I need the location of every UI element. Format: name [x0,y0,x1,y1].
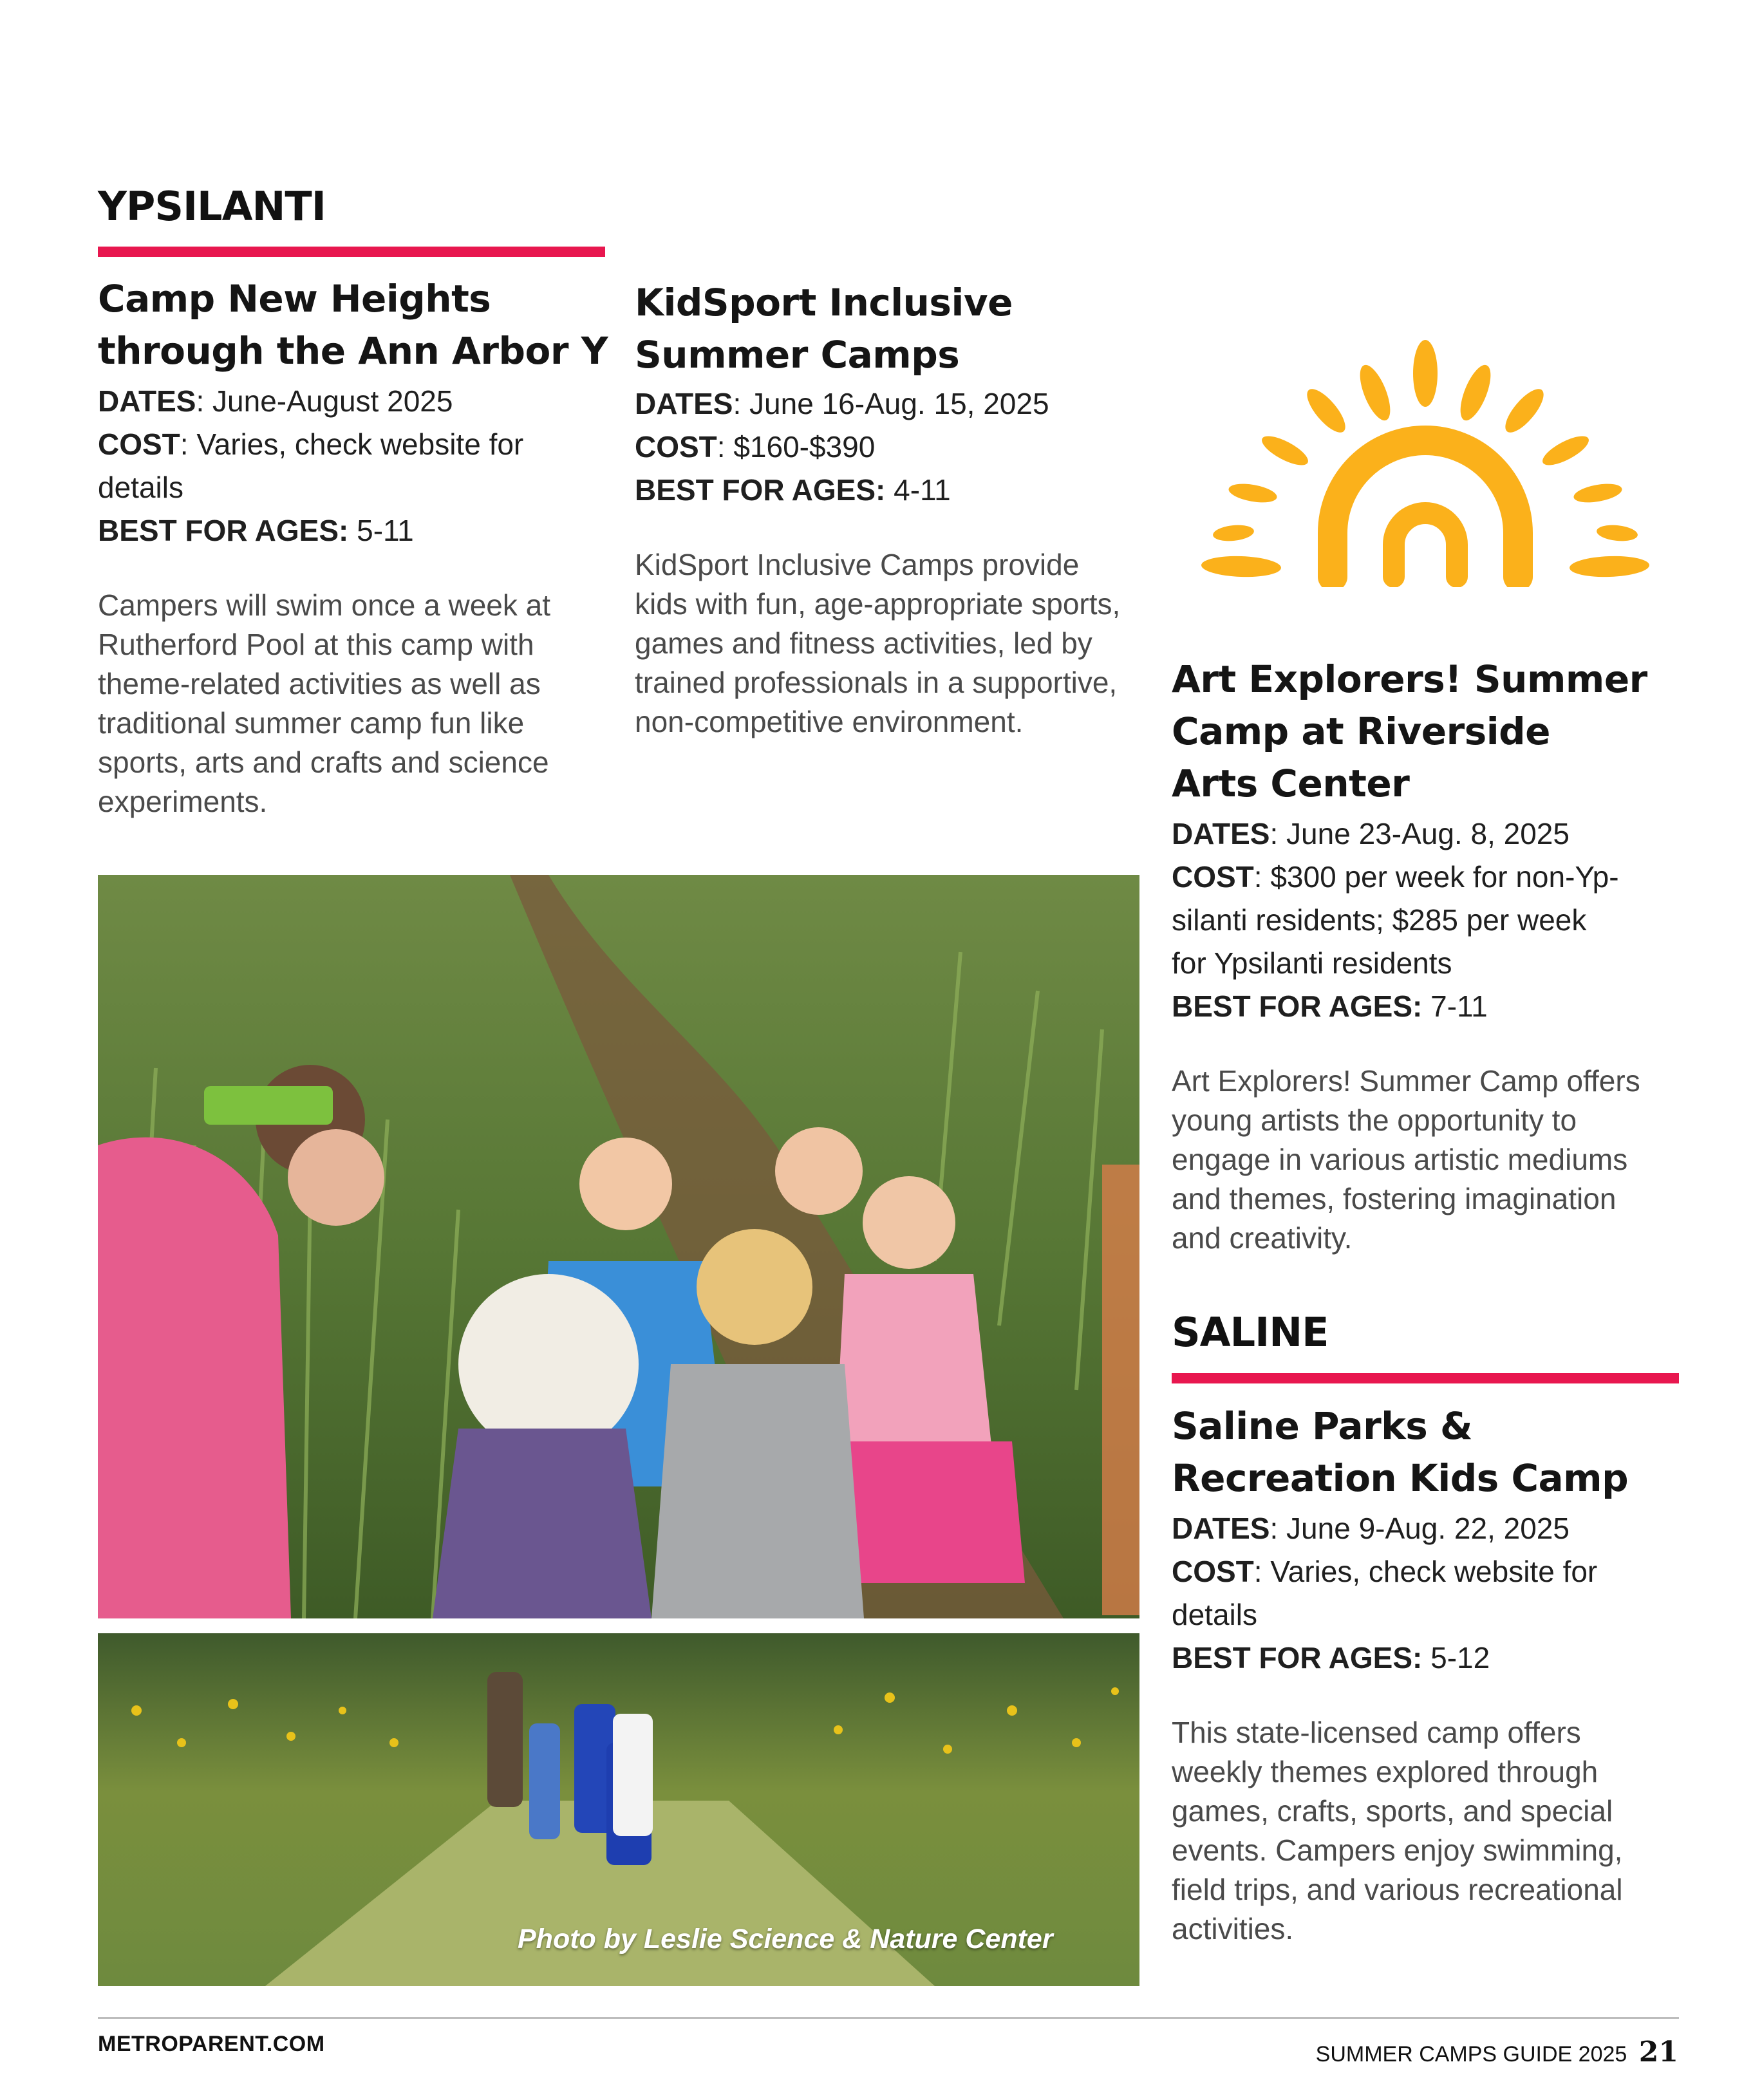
camp-title-line: Camp New Heights [98,277,491,321]
description-line: This state-licensed camp offers [1172,1716,1581,1749]
description-line: Art Explorers! Summer Camp offers [1172,1064,1640,1098]
camp-title-line: through the Ann Arbor Y [98,329,608,373]
camp-title-line: Summer Camps [635,333,960,377]
ages-label: BEST FOR AGES: [635,473,886,507]
description-line: theme-related activities as well as [98,667,541,700]
camp-title-line: Arts Center [1172,762,1410,805]
description-line: games and fitness activities, led by [635,626,1092,660]
camp-details [635,382,1150,512]
cost-label: COST [635,430,717,464]
dates-value: : June 16-Aug. 15, 2025 [733,387,1049,420]
description-line: trained professionals in a supportive, [635,666,1118,699]
camp-title [1172,1400,1700,1505]
camp-description [1172,1713,1700,1949]
camp-description [635,545,1150,742]
page-number: 21 [1638,2036,1678,2068]
cost-value-cont: for Ypsilanti residents [1172,946,1452,980]
description-line: experiments. [98,785,268,818]
footer-right [1316,2036,1678,2068]
camp-title-line: KidSport Inclusive [635,281,1013,324]
ages-value: 5-12 [1422,1641,1490,1674]
description-line: young artists the opportunity to [1172,1103,1577,1137]
camp-details [1172,812,1700,1028]
cost-value-cont: silanti residents; $285 per week [1172,903,1587,937]
camp-details [98,380,613,552]
section-rule-ypsilanti [98,247,605,257]
footer-guide-title: SUMMER CAMPS GUIDE 2025 [1315,2042,1627,2067]
ages-label: BEST FOR AGES: [1172,1641,1423,1674]
ages-value: 7-11 [1422,989,1488,1023]
camp-details [1172,1507,1700,1680]
camp-entry-new-heights [98,273,613,821]
cost-value-cont: details [98,471,183,504]
camp-title-line: Recreation Kids Camp [1172,1456,1629,1500]
section-heading-ypsilanti: YPSILANTI [98,183,326,230]
cost-value: : Varies, check website for [1253,1555,1598,1588]
camp-entry-saline [1172,1400,1700,1949]
camp-title [635,277,1150,381]
dates-label: DATES [635,387,733,420]
ages-label: BEST FOR AGES: [98,514,349,547]
camp-entry-kidsport [635,277,1150,742]
cost-label: COST [98,427,180,461]
description-line: KidSport Inclusive Camps provide [635,548,1080,581]
camp-title [1172,653,1700,810]
cost-value: : Varies, check website for [180,427,524,461]
description-line: activities. [1172,1912,1294,1945]
cost-label: COST [1172,860,1254,894]
description-line: weekly themes explored through [1172,1755,1598,1788]
description-line: non-competitive environment. [635,705,1024,738]
camp-description [98,586,613,821]
cost-value: : $160-$390 [717,430,876,464]
dates-value: : June 23-Aug. 8, 2025 [1270,817,1570,850]
camp-title-line: Saline Parks & [1172,1404,1473,1448]
photo-kids-laughing [98,875,1139,1618]
cost-value-cont: details [1172,1598,1257,1631]
camp-title [98,273,613,377]
description-line: engage in various artistic mediums [1172,1143,1628,1176]
camp-title-line: Camp at Riverside [1172,709,1550,753]
description-line: Campers will swim once a week at [98,588,551,622]
dates-value: : June 9-Aug. 22, 2025 [1270,1512,1570,1545]
cost-label: COST [1172,1555,1254,1588]
ages-value: 5-11 [348,514,414,547]
description-line: events. Campers enjoy swimming, [1172,1833,1623,1867]
dates-label: DATES [98,384,196,418]
section-rule-saline [1172,1373,1679,1383]
camp-description [1172,1062,1700,1258]
sun-icon [1190,340,1661,587]
camp-entry-art-explorers [1172,653,1700,1258]
description-line: games, crafts, sports, and special [1172,1794,1613,1828]
description-line: kids with fun, age-appropriate sports, [635,587,1121,621]
dates-label: DATES [1172,1512,1270,1545]
description-line: traditional summer camp fun like [98,706,525,740]
footer-rule [98,2017,1679,2019]
ages-value: 4-11 [885,473,951,507]
cost-value: : $300 per week for non-Yp- [1253,860,1619,894]
dates-label: DATES [1172,817,1270,850]
section-heading-saline: SALINE [1172,1309,1329,1356]
description-line: Rutherford Pool at this camp with [98,628,534,661]
photo-credit: Photo by Leslie Science & Nature Center [518,1924,1053,1955]
description-line: and themes, fostering imagination [1172,1182,1617,1215]
dates-value: : June-August 2025 [196,384,453,418]
footer-site: METROPARENT.COM [98,2032,325,2056]
description-line: sports, arts and crafts and science [98,745,549,779]
description-line: field trips, and various recreational [1172,1873,1623,1906]
camp-title-line: Art Explorers! Summer [1172,657,1647,701]
description-line: and creativity. [1172,1221,1353,1255]
ages-label: BEST FOR AGES: [1172,989,1423,1023]
